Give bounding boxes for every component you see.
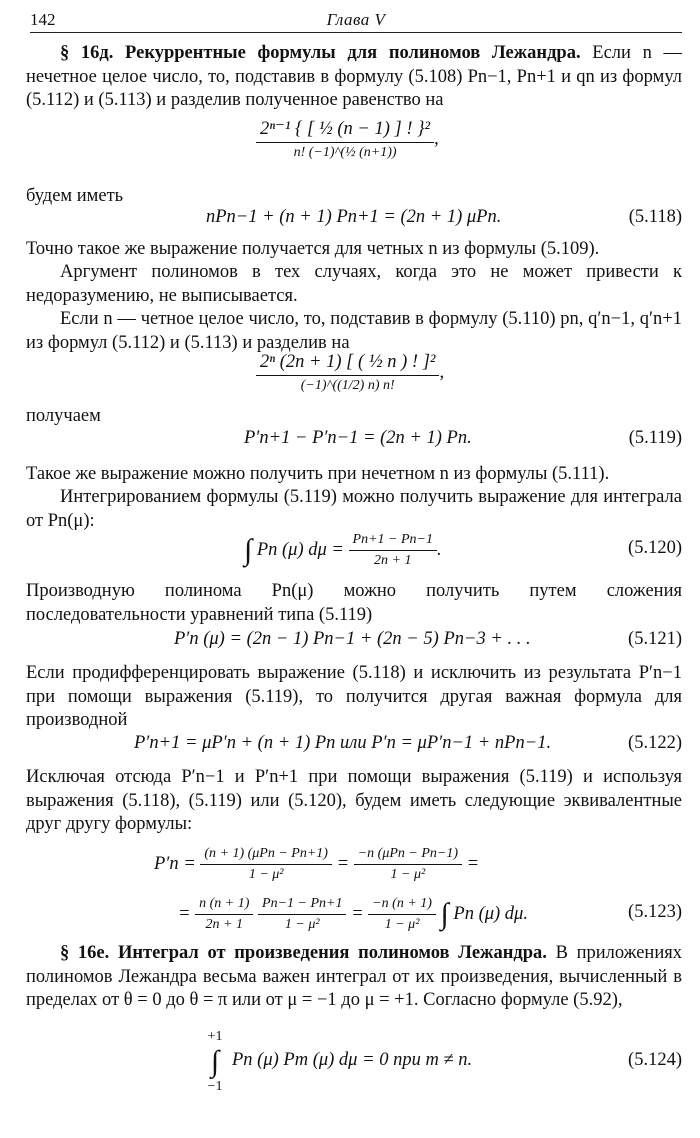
- equation-5-118-formula: nPn−1 + (n + 1) Pn+1 = (2n + 1) μPn.: [206, 207, 502, 227]
- equation-5-120: ∫ Pn (μ) dμ = $\frac{Pn+1 - Pn-1}{2n + 1}$ . (5.120): [244, 532, 682, 568]
- text-line-4: Аргумент полиномов в тех случаях, когда это не может привести к недоразумению, не выписывается.: [26, 262, 682, 306]
- divisor-fraction-2: $\frac{\text{2ⁿ (2n + 1) [ ( ½ n ) ! ]²}}{(-1)\^{}((1/2) n) n!}$ ,: [26, 352, 682, 412]
- fraction-denominator: 2n + 1: [205, 917, 243, 932]
- fraction-numerator: 2ⁿ⁻¹ { [ ½ (n − 1) ] ! }²: [256, 118, 434, 143]
- equals-sign: =: [466, 853, 480, 874]
- fraction-numerator: Pn−1 − Pn+1: [258, 896, 346, 915]
- equation-5-120-lhs: Pn (μ) dμ =: [256, 539, 344, 560]
- equation-5-124-formula: Pn (μ) Pm (μ) dμ = 0 при m ≠ n.: [232, 1050, 473, 1070]
- equation-5-118: [26, 207, 682, 237]
- equation-number: (5.124): [628, 1050, 682, 1070]
- fraction-denominator: 2n + 1: [374, 553, 412, 568]
- page-header: [30, 10, 682, 33]
- equation-5-123-lhs: P′n =: [154, 853, 196, 874]
- section-title-16e: § 16е. Интеграл от произведения полиномов Лежандра.: [60, 943, 547, 963]
- paragraph-16e: [26, 942, 682, 1013]
- fraction-numerator: (n + 1) (μPn − Pn+1): [200, 846, 332, 865]
- chapter-title: Глава V: [326, 10, 386, 29]
- text-line-11: Исключая отсюда P′n−1 и P′n+1 при помощи выражения (5.119) и используя выражения (5.118), (5.119) или (5.120), будем иметь следующие эквивалентные друг другу формулы:: [26, 767, 682, 834]
- fraction-denominator: 1 − μ²: [384, 917, 420, 932]
- fraction-numerator: −n (n + 1): [368, 896, 436, 915]
- paragraph-16d: [26, 42, 682, 113]
- text-line-8: Интегрированием формулы (5.119) можно получить выражение для интеграла от Pn(μ):: [26, 487, 682, 531]
- equation-5-123-line1: P′n = $\frac{\text{(n + 1) (μPn − Pn+1)}}{\text{1 − μ²}}$ = $\frac{\text{−n (μPn − Pn−1)}}{\text{1 − μ²}}$ =: [154, 846, 480, 882]
- equation-5-121: [26, 629, 682, 659]
- integral-sign: ∫: [244, 533, 253, 567]
- fraction-numerator: Pn+1 − Pn−1: [349, 532, 437, 551]
- equation-number: (5.121): [628, 629, 682, 649]
- page-number: 142: [30, 10, 56, 29]
- section-title-16d: § 16д. Рекуррентные формулы для полиномов Лежандра.: [60, 43, 581, 63]
- equals-sign: =: [178, 903, 191, 924]
- equation-5-123-line2: = $\frac{n (n + 1)}{2n + 1}$ $\frac{Pn-1 - Pn+1}{\text{1 − μ²}}$ = $\frac{-n (n + 1)}{\text{1 − μ²}}$ ∫ Pn (μ) dμ. (5.123): [178, 896, 682, 932]
- equation-number: (5.122): [628, 733, 682, 753]
- equation-5-119-formula: P′n+1 − P′n−1 = (2n + 1) Pn.: [244, 428, 472, 448]
- text-line-7: Такое же выражение можно получить при нечетном n из формулы (5.111).: [26, 464, 610, 484]
- equation-number: (5.119): [628, 428, 682, 448]
- fraction-denominator: 1 − μ²: [284, 917, 320, 932]
- equation-5-122: [26, 733, 682, 763]
- paragraph-16e-text: В приложениях полиномов Лежандра весьма важен интеграл от их произведения, вычисленный в пределах от θ = 0 до θ = π или от μ = −1 до μ = +1. Согласно формуле (5.92),: [26, 943, 682, 1010]
- equation-5-121-formula: P′n (μ) = (2n − 1) Pn−1 + (2n − 5) Pn−3 + . . .: [174, 629, 531, 649]
- integral-sign: ∫: [440, 897, 449, 931]
- fraction-denominator: 1 − μ²: [248, 867, 284, 882]
- equation-5-123-tail: Pn (μ) dμ.: [453, 903, 528, 924]
- text-poluchaem: получаем: [26, 406, 101, 426]
- fraction-denominator: 1 − μ²: [390, 867, 426, 882]
- text-budem-imet: будем иметь: [26, 186, 124, 206]
- paragraph-16d-text: Если n — нечетное целое число, то, подставив в формулу (5.108) Pn−1, Pn+1 и qn из формул (5.112) и (5.113) и разделив полученное равенство на: [26, 43, 682, 110]
- fraction-denominator: (−1)^((1/2) n) n!: [300, 378, 395, 393]
- text-line-10: Если продифференцировать выражение (5.118) и исключить из результата P′n−1 при помощи выражения (5.119), то получится другая важная формула для производной: [26, 663, 682, 730]
- text-line-3: Точно такое же выражение получается для четных n из формулы (5.109).: [26, 239, 600, 259]
- integral-upper-limit: +1: [207, 1029, 223, 1044]
- fraction-numerator: 2ⁿ (2n + 1) [ ( ½ n ) ! ]²: [256, 352, 439, 376]
- fraction-denominator: n! (−1)^(½ (n+1)): [293, 145, 397, 160]
- equation-number: (5.123): [628, 902, 682, 922]
- equation-number: (5.118): [628, 207, 682, 227]
- equation-5-119: [26, 428, 682, 458]
- equation-5-122-formula: P′n+1 = μP′n + (n + 1) Pn или P′n = μP′n−1 + nPn−1.: [134, 733, 552, 753]
- equation-5-124: [26, 1030, 682, 1100]
- integral-sign: ∫: [210, 1045, 220, 1078]
- text-line-9: Производную полинома Pn(μ) можно получить путем сложения последовательности уравнений типа (5.119): [26, 581, 682, 625]
- fraction-numerator: n (n + 1): [195, 896, 253, 915]
- divisor-fraction-1: $\frac{\text{2ⁿ⁻¹ \{ [ ½ (n − 1) ] ! \}²}}{\text{n! (−1)\textasciicircum{}(½ (n+1))}}$ ,: [26, 118, 682, 180]
- equation-number: (5.120): [628, 538, 682, 558]
- text-line-5: Если n — четное целое число, то, подставив в формулу (5.110) pn, q′n−1, q′n+1 из формул (5.112) и (5.113) и разделив на: [26, 309, 682, 353]
- integral-lower-limit: −1: [207, 1079, 223, 1094]
- fraction-numerator: −n (μPn − Pn−1): [354, 846, 462, 865]
